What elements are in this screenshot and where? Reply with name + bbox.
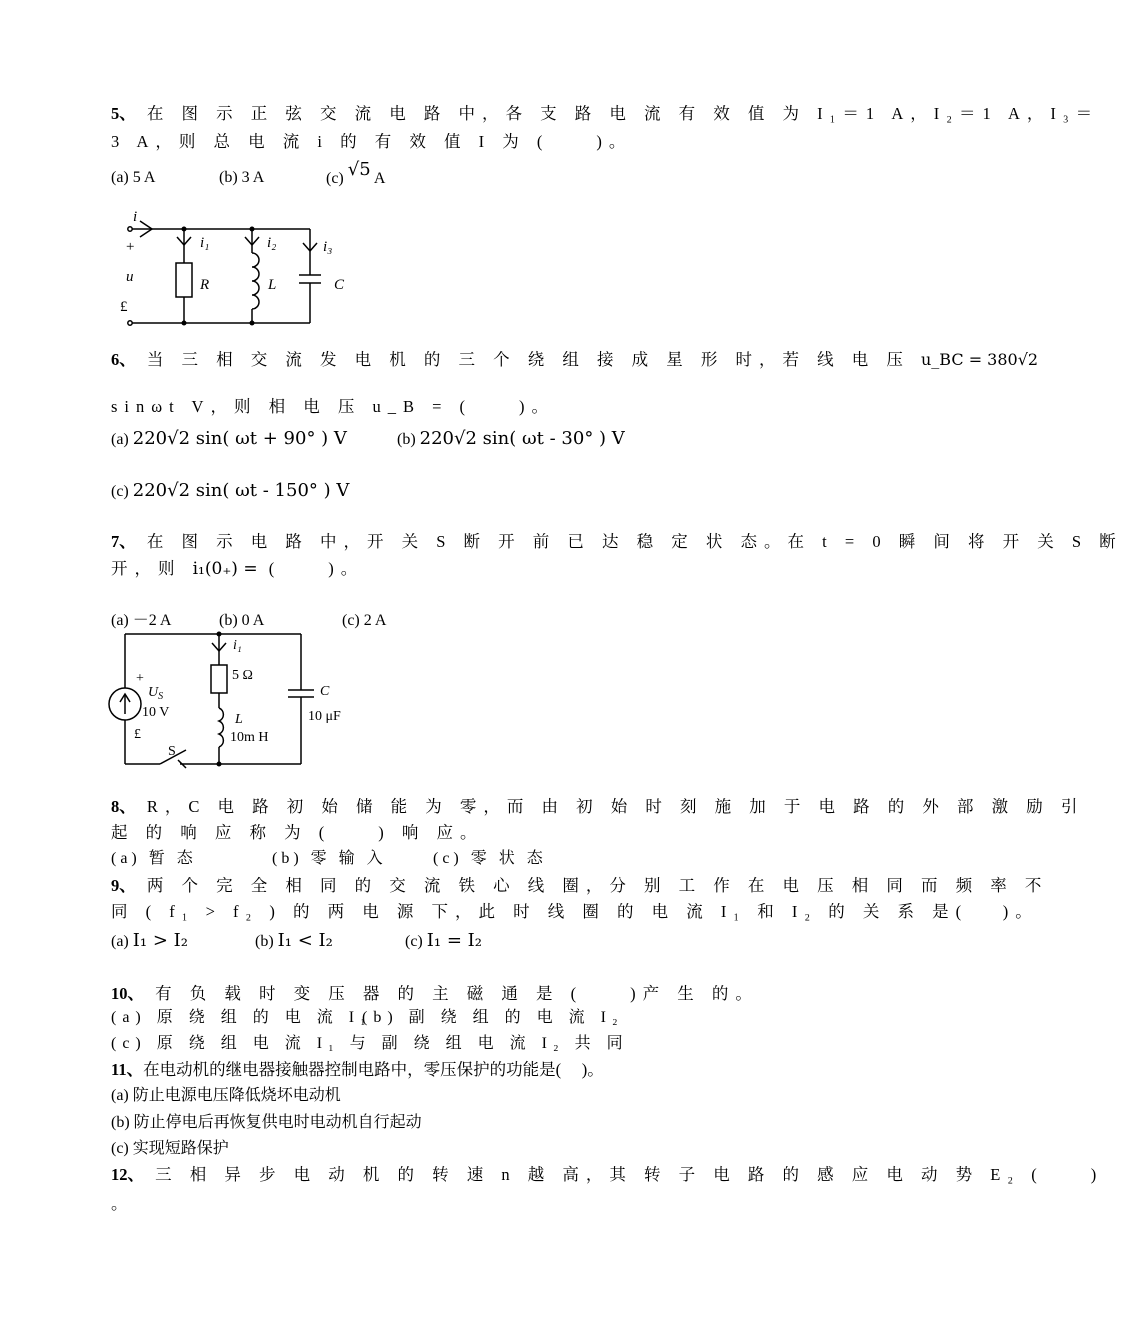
- q6-option-c: [111, 480, 349, 503]
- q7-label-10V: 10 V: [142, 705, 170, 720]
- q7-label-L: L: [235, 712, 243, 727]
- q9-option-a-prefix: (a): [111, 933, 129, 950]
- q10-option-b: (b) 副 绕 组 的 电 流 I₂: [362, 1009, 624, 1026]
- q8-line2: 起 的 响 应 称 为 ( ) 响 应。: [111, 823, 484, 842]
- q5-circuit-diagram: [112, 203, 352, 333]
- q5-label-R: R: [200, 277, 210, 293]
- q6-line-voltage: u_BC = 380√2: [921, 350, 1039, 369]
- q8-line1: [111, 796, 1085, 818]
- q9-option-a-math: I₁ > I₂: [132, 930, 188, 951]
- q6-option-a: [111, 428, 347, 451]
- q10-text-line1: 有 负 载 时 变 压 器 的 主 磁 通 是 ( )产 生 的。: [155, 984, 759, 1003]
- q5-label-minus: £: [120, 299, 128, 315]
- q10-option-a: (a) 原 绕 组 的 电 流 I₁: [111, 1009, 372, 1026]
- q9-option-b-math: I₁ < I₂: [277, 930, 333, 951]
- q11-line1: [111, 1059, 862, 1081]
- q5-number: 5、: [111, 104, 136, 123]
- q10-option-c: (c) 原 绕 组 电 流 I₁ 与 副 绕 组 电 流 I₂ 共 同: [111, 1035, 629, 1052]
- q5-option-c: [326, 159, 386, 190]
- q7-label-Us: $U_S$: [148, 685, 164, 702]
- q7-line2: [111, 558, 862, 580]
- q7-text-line1: 在 图 示 电 路 中，开 关 S 断 开 前 已 达 稳 定 状 态。在 t = 0 瞬 间 将 开 关 S 断: [146, 532, 1123, 551]
- q9-option-c: [405, 930, 482, 953]
- q6-text-line1: 当 三 相 交 流 发 电 机 的 三 个 绕 组 接 成 星 形 时，若 线 电 压: [146, 350, 910, 369]
- q12-line2: 。: [111, 1194, 128, 1213]
- q6-option-a-prefix: (a): [111, 431, 129, 448]
- q6-option-c-prefix: (c): [111, 483, 129, 500]
- q7-line2-suffix: ( )。: [268, 559, 365, 578]
- q7-label-minus: £: [134, 727, 141, 742]
- q9-option-b-prefix: (b): [255, 933, 274, 950]
- q7-label-5ohm: 5 Ω: [232, 668, 253, 683]
- q9-option-c-prefix: (c): [405, 933, 423, 950]
- q7-label-10uF: 10 μF: [308, 709, 341, 724]
- q8-option-b: (b) 零 输 入: [272, 850, 387, 867]
- q7-line2-math: i₁(0₊) =: [192, 559, 258, 579]
- q7-label-i1: i₁: [233, 638, 242, 653]
- q6-option-b-prefix: (b): [397, 431, 416, 448]
- q6-option-b: [397, 428, 625, 451]
- q7-option-b: (b) 0 A: [219, 612, 265, 629]
- q5-label-i1: i₁: [200, 235, 210, 251]
- q10-line1: [111, 983, 862, 1005]
- q11-option-b: (b) 防止停电后再恢复供电时电动机自行起动: [111, 1114, 422, 1131]
- q5-option-c-unit: A: [373, 170, 386, 187]
- q5-option-b: (b) 3 A: [219, 169, 265, 186]
- q6-option-b-math: 220√2 sin( ωt - 30° ) V: [419, 428, 625, 449]
- q5-label-i: i: [133, 209, 138, 225]
- q11-option-c: (c) 实现短路保护: [111, 1140, 229, 1157]
- q8-option-c: (c) 零 状 态: [433, 850, 547, 867]
- q10-number: 10、: [111, 984, 144, 1003]
- q7-line2-prefix: 开，则: [111, 559, 182, 578]
- q5-line1: [111, 103, 1100, 125]
- q7-option-a: (a) －2 A: [111, 612, 172, 629]
- q6-option-a-math: 220√2 sin( ωt + 90° ) V: [132, 428, 347, 449]
- q12-text-line1: 三 相 异 步 电 动 机 的 转 速 n 越 高，其 转 子 电 路 的 感 应 电 动 势 E₂ ( ): [155, 1165, 1104, 1184]
- q5-label-L: L: [268, 277, 277, 293]
- q5-option-c-prefix: (c): [326, 170, 344, 187]
- q7-label-plus: +: [136, 671, 144, 686]
- q7-label-10mH: 10m H: [230, 730, 269, 745]
- q5-option-c-math: √5: [347, 159, 371, 180]
- q5-label-i2: i₂: [267, 235, 277, 251]
- q8-text-line1: R，C 电 路 初 始 储 能 为 零，而 由 初 始 时 刻 施 加 于 电 路 的 外 部 激 励 引: [146, 797, 1085, 816]
- q5-option-a: (a) 5 A: [111, 169, 156, 186]
- q5-line2: 3 A，则 总 电 流 i 的 有 效 值 I 为 ( )。: [111, 132, 633, 151]
- q7-option-c: (c) 2 A: [342, 612, 387, 629]
- q6-option-c-math: 220√2 sin( ωt - 150° ) V: [132, 480, 350, 501]
- q6-line2: sinωt V，则 相 电 压 u_B = ( )。: [111, 397, 555, 416]
- q5-label-C: C: [334, 277, 345, 293]
- q12-line1: [111, 1164, 1104, 1186]
- q9-option-a: [111, 930, 188, 953]
- q6-number: 6、: [111, 350, 136, 369]
- q5-text-line1: 在 图 示 正 弦 交 流 电 路 中，各 支 路 电 流 有 效 值 为 I₁＝1 A，I₂＝1 A，I₃＝: [146, 104, 1100, 123]
- q7-label-C: C: [320, 684, 330, 699]
- q11-text-line1: 在电动机的继电器接触器控制电路中，零压保护的功能是( )。: [143, 1060, 604, 1079]
- q9-text-line1: 两 个 完 全 相 同 的 交 流 铁 心 线 圈，分 别 工 作 在 电 压 相 同 而 频 率 不: [146, 876, 1049, 895]
- q5-label-plus: +: [126, 239, 135, 255]
- q11-number: 11、: [111, 1060, 144, 1079]
- q9-line1: [111, 875, 1049, 897]
- q12-number: 12、: [111, 1165, 144, 1184]
- q7-line1: [111, 531, 1123, 553]
- q8-number: 8、: [111, 797, 136, 816]
- q9-option-b: [255, 930, 333, 953]
- q7-circuit-diagram: [108, 632, 358, 778]
- q9-option-c-math: I₁ = I₂: [426, 930, 482, 951]
- q7-label-S: S: [168, 744, 176, 759]
- q9-line2: 同 ( f₁ > f₂ ) 的 两 电 源 下，此 时 线 圈 的 电 流 I₁ 和 I₂ 的 关 系 是( )。: [111, 902, 1039, 921]
- q6-line1: [111, 349, 1039, 371]
- q5-label-u: u: [126, 269, 134, 285]
- q9-number: 9、: [111, 876, 136, 895]
- q5-label-i3: i₃: [323, 239, 333, 255]
- q8-option-a: (a) 暂 态: [111, 850, 197, 867]
- q7-number: 7、: [111, 532, 136, 551]
- q11-option-a: (a) 防止电源电压降低烧坏电动机: [111, 1087, 341, 1104]
